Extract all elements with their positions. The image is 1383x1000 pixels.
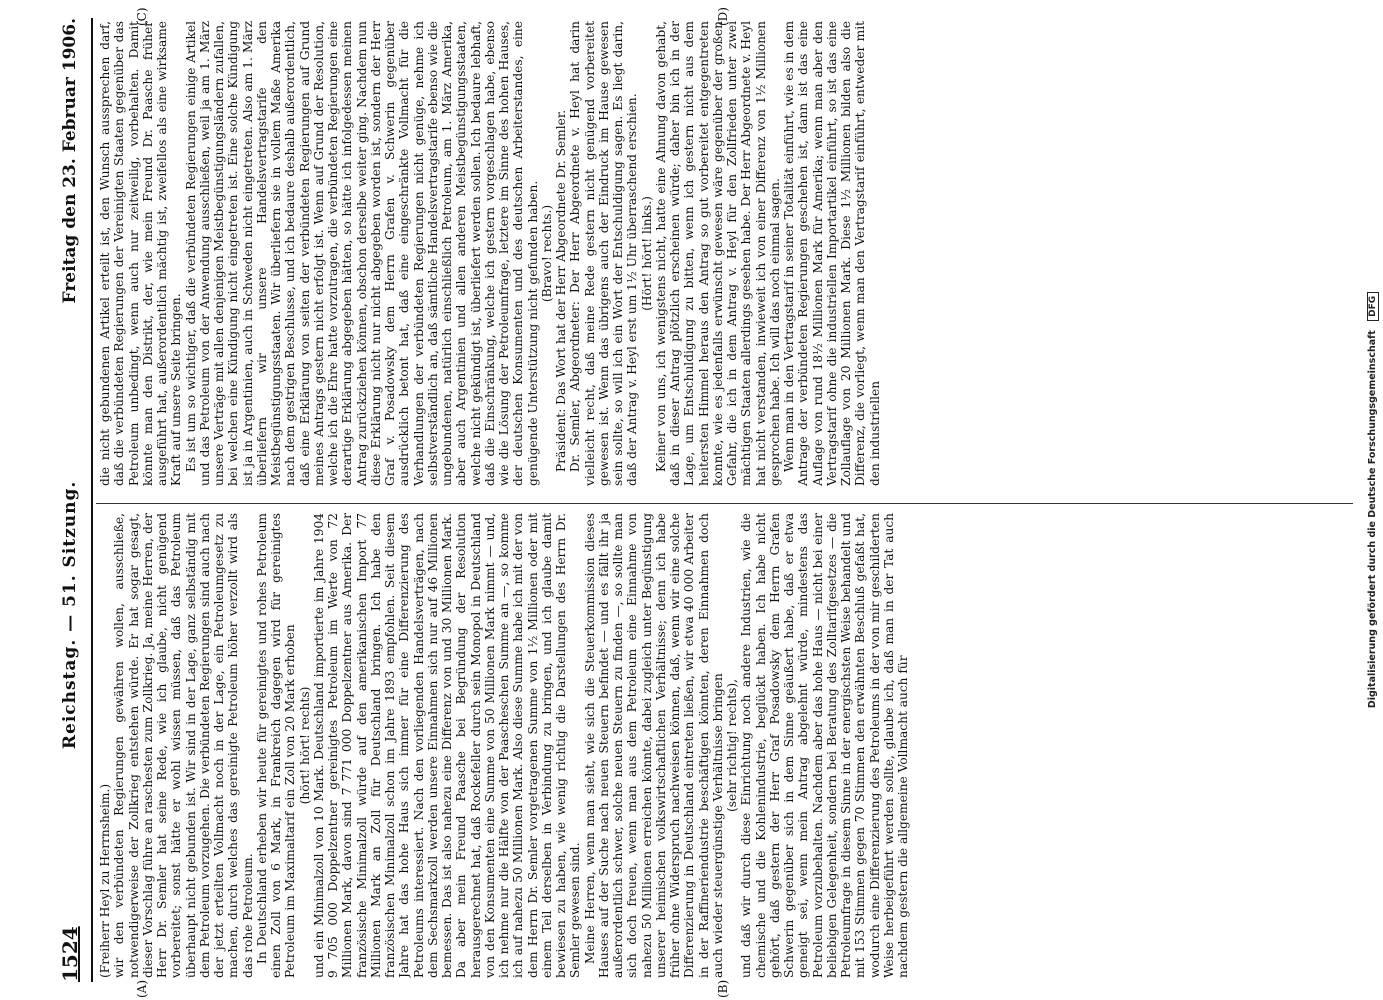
paragraph: Meine Herren, wenn man sieht, wie sich die Steuerkommission dieses Hauses auf der Suche nach neuen Steuern befindet — und es fällt ihr ja außerordentlich schwer, solche neuen Steuern zu finden —, so sollte man sich doch freuen, wenn man aus dem Petroleum eine Einnahme von nahezu 50 Millionen erreichen könnte, dabei zugleich unter Begünstigung unserer heimischen volkswirtschaftlichen Verhältnisse; denn ich habe früher ohne Widerspruch nachweisen können, daß, wenn wir eine solche Differenzierung in Deutschland eintreten ließen, wir etwa 40 000 Arbeiter in der Raffineriendustrie beschäftigen könnten, deren Einnahmen doch auch wieder steuergünstige Verhältnisse bringen xyxy=(582,513,725,978)
paragraph: Keiner von uns, ich wenigstens nicht, hatte eine Ahnung davon gehabt, daß in dieser Antrag plötzlich erscheinen würde; daher bin ich in der Lage, um Entschuldigung zu bitten, wenn ich gestern nicht aus dem heitersten Himmel heraus den Antrag so gut vorbereitet entgegentreten konnte, wie es jedenfalls erwünscht gewesen wäre gegenüber der großen Gefahr, die ich in dem Antrag v. Heyl für den Zollfrieden unter zwei mächtigen Staaten allerdings gesehen habe. Der Herr Abgeordnete v. Heyl hat nicht verstanden, inwieweit ich von einer Differenz von 1½ Millionen gesprochen habe. Ich will das noch einmal sagen. xyxy=(653,21,782,486)
interjection: (Bravo! rechts.) xyxy=(539,204,554,303)
header-rule xyxy=(91,18,93,982)
margin-label-c: (C) xyxy=(135,7,149,26)
paragraph: Wenn man in den Vertragstarif in seiner Totalität einführt, wie es in dem Antrage der verbündeten Regierungen geschehen ist, dann ist das eine Auflage von rund 18½ Millionen Mark für Amerika; wenn man aber den Vertragstarif ohne die industriellen Importartikel einführt, so ist das eine Zollauflage von 20 Millionen Mark. Diese 1½ Millionen bilden also die Differenz, die vorliegt, wenn man den Vertragstarif einführt, entweder mit den industriellen xyxy=(782,21,882,486)
paragraph: die nicht gebundenen Artikel erteilt ist, den Wunsch aussprechen darf, daß die verbündeten Regierungen der Vereinigten Staaten gegenüber das Petroleum unbedingt, wenn auch nur zeitweilig, vorbehalten. Damit könnte man den Distrikt, der, wie mein Freund Dr. Paasche früher ausgeführt hat, außerordentlich mächtig ist, zweifellos als eine wirksame Kraft auf unsere Seite bringen. xyxy=(98,21,184,486)
left-column xyxy=(98,513,1353,978)
paragraph: und daß wir durch diese Einrichtung noch andere Industrien, wie die chemische und die Kohlenindustrie, beglückt haben. Ich habe nicht gehört, daß gestern der Herr Graf Posadowsky dem Herrn Grafen Schwerin gegenüber sich in dem Sinne geäußert habe, daß er etwa geneigt sei, wenn mein Antrag abgelehnt würde, mindestens das Petroleum vorzubehalten. Nachdem aber das hohe Haus — nicht bei einer beliebigen Gelegenheit, sondern bei Beratung des Zolltarifgesetzes — die Petroleumfrage in diesem Sinne in der energischsten Weise behandelt und mit 153 Stimmen gegen 70 Stimmen den erwähnten Beschluß gefaßt hat, wodurch eine Differenzierung des Petroleums in der von mir geschilderten Weise herbeigeführt werden sollte, glaube ich, daß man in der Tat auch nachdem gestern die allgemeine Vollmacht auch für xyxy=(739,513,910,978)
paragraph: Es ist um so wichtiger, daß die verbündeten Regierungen einige Artikel und das Petroleum von der Anwendung ausschließen, weil ja am 1. März unsere Verträge mit allen denjenigen Meistbegünstigungsländern zufallen, bei welchen eine Kündigung nicht eingetreten ist. Eine solche Kündigung ist ja in Argentinien, auch in Schweden nicht eingetreten. Also am 1. März überliefern wir unsere Handelsvertragstarife den Meistbegünstigungsstaaten. Wir überliefern sie in vollem Maße Amerika nach dem gestrigen Beschlusse, und ich bedaure deshalb außerordentlich, daß eine Erklärung von seiten der verbündeten Regierungen auf Grund meines Antrags gestern nicht erfolgt ist. Wenn auf Grund der Resolution, welche ich die Ehre hatte vorzutragen, die verbündeten Regierungen eine derartige Erklärung abgegeben hätten, so hätte ich infolgedessen meinen Antrag zurückziehen können, obschon derselbe weiter ging. Nachdem nun diese Erklärung nicht nur nicht abgegeben worden ist, sondern der Herr Graf v. Posadowsky dem Herrn Grafen v. Schwerin gegenüber ausdrücklich betont hat, daß eine eingeschränkte Vollmacht für die Verhandlungen der verbündeten Regierungen nicht genüge, nehme ich selbstverständlich an, daß sämtliche Handelsvertragstarife ebenso wie die ungebundenen, natürlich einschließlich Petroleum, am 1. März Amerika, aber auch Argentinien und allen anderen Meistbegünstigungsstaaten, welche nicht gekündigt ist, überliefert werden sollen. Ich bedaure lebhaft, daß die Einschränkung, welche ich gestern vorgeschlagen habe, ebenso wie die Lösung der Petroleumfrage, letztere im Sinne des hohen Hauses, der deutschen Konsumenten und des deutschen Arbeiterstandes, eine genügende Unterstützung nicht gefunden haben. xyxy=(183,21,540,486)
credit-text: Digitalisierung gefördert durch die Deutsche Forschungsgemeinschaft xyxy=(1367,330,1378,709)
page-header xyxy=(50,18,90,982)
interjection: (sehr richtig! rechts), xyxy=(725,678,739,813)
margin-label-a: (A) xyxy=(135,979,149,998)
paragraph: und ein Minimalzoll von 10 Mark. Deutschland importierte im Jahre 1904 9 705 000 Doppelzentner gereinigtes Petroleum im Werte von 72 Millionen Mark, davon sind 7 771 000 Doppelzentner aus Amerika. Der französische Minimalzoll würde auf den amerikanischen Import 77 Millionen Mark an Zoll für Deutschland bringen. Ich habe den französischen Minimalzoll schon im Jahre 1893 empfohlen. Seit diesem Jahre hat das hohe Haus sich immer für eine Differenzierung des Petroleums interessiert. Nach den vorliegenden Handelsverträgen, nach dem Sechsmarkzoll werden unsere Einnahmen sich nur auf 46 Millionen bemessen. Das ist also nahezu eine Differenz von und 30 Millionen Mark. Da aber mein Freund Paasche bei Begründung der Resolution herausgerechnet hat, daß Rockefeller durch sein Monopol in Deutschland von den Konsumenten eine Summe von 50 Millionen Mark nimmt — und, ich nehme nur die Hälfte von der Paascheschen Summe an —, so komme ich auf nahezu 50 Millionen Mark. Also diese Summe habe ich mit der von dem Herrn Dr. Semler vorgetragenen Summe von 1½ Millionen oder mit einem Teil derselben in Verbindung zu bringen, und ich glaube damit bewiesen zu haben, wie wenig richtig die Darstellungen des Herrn Dr. Semler gewesen sind. xyxy=(311,513,583,978)
paragraph: Dr. Semler, Abgeordneter: Der Herr Abgeordnete v. Heyl hat darin vielleicht recht, daß meine Rede gestern nicht genügend vorbereitet gewesen ist. Wenn das übrigens auch der Eindruck im Hause gewesen sein sollte, so will ich ein Wort der Entschuldigung sagen. Es liegt darin, daß der Antrag v. Heyl erst um 1½ Uhr überraschend erschien. xyxy=(568,21,640,486)
paragraph: In Deutschland erheben wir heute für gereinigtes und rohes Petroleum einen Zoll von 6 Mark, in Frankreich dagegen wird für gereinigtes Petroleum im Maximaltarif ein Zoll von 20 Mark erhoben xyxy=(254,513,298,978)
session-title: Reichstag. — 51. Sitzung. xyxy=(60,480,80,750)
paragraph: wir den verbündeten Regierungen gewähren wollen, ausschließe, notwendigerweise der Zollkrieg entstehen würde. Er hat sogar gesagt, dieser Vorschlag führe an raschesten zum Zollkrieg. Ja, meine Herren, der Herr Dr. Semler hat seine Rede, wie ich glaube, nicht genügend vorbereitet; sonst hätte er wohl wissen müssen, daß das Petroleum überhaupt nicht gebunden ist. Wir sind in der Lage, ganz selbständig mit dem Petroleum vorzugehen. Die verbündeten Regierungen sind auch nach der jetzt erteilten Vollmacht noch in der Lage, ein Petroleumgesetz zu machen, durch welches das gereinigte Petroleum höher verzollt wird als das rohe Petroleum. xyxy=(112,513,255,978)
page-number: 1524 xyxy=(58,926,82,982)
dfg-logo: DFG xyxy=(1367,292,1379,321)
president-line: Präsident: Das Wort hat der Herr Abgeordnete Dr. Semler. xyxy=(554,109,568,472)
interjection: (Hört! hört! links.) xyxy=(639,196,654,311)
session-date: Freitag den 23. Februar 1906. xyxy=(60,18,80,304)
digitization-credit xyxy=(1367,0,1379,1000)
margin-label-b: (B) xyxy=(716,979,730,998)
speaker-heading: (Freiherr Heyl zu Herrnsheim.) xyxy=(98,783,112,978)
column-divider xyxy=(96,503,1353,504)
interjection: (hört! hört! rechts) xyxy=(297,686,312,805)
right-column xyxy=(98,21,1353,486)
margin-label-d: (D) xyxy=(716,7,730,26)
